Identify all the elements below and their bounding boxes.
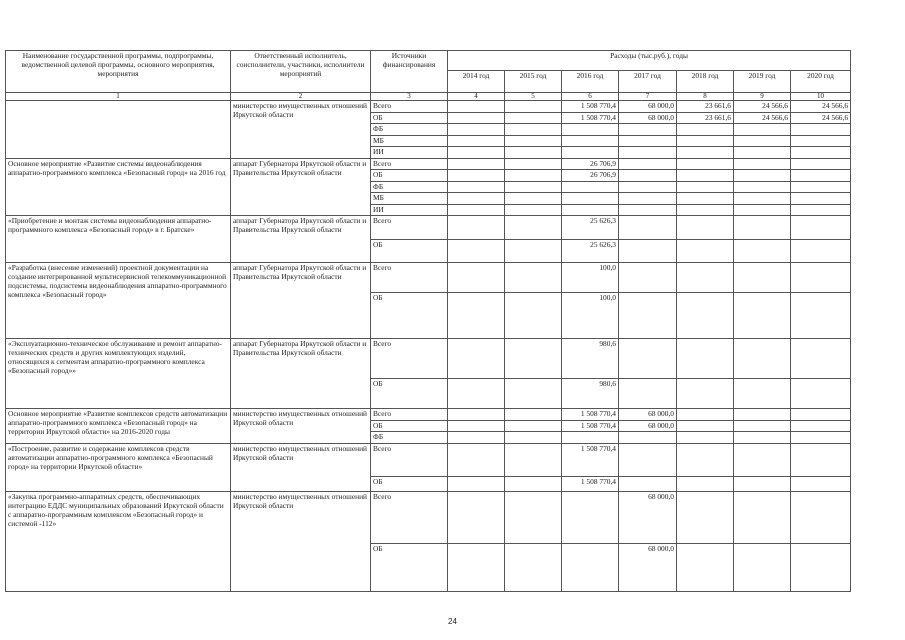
header-year: 2019 год [734,71,791,93]
header-year: 2015 год [505,71,562,93]
expense-value [505,379,562,409]
expense-value [562,181,619,193]
expense-value [448,420,505,432]
expense-value [505,181,562,193]
expense-value [448,379,505,409]
expense-value [505,420,562,432]
expense-value: 25 626,3 [562,240,619,263]
expense-value [677,216,734,240]
expense-value [448,216,505,240]
expense-value [619,476,677,491]
expense-value [448,193,505,205]
expense-value [448,204,505,216]
expense-value [734,476,791,491]
funding-source: ФБ [371,432,448,444]
expense-value [505,135,562,147]
expense-value [677,263,734,293]
expense-value [734,193,791,205]
expense-value: 980,6 [562,379,619,409]
expense-value [677,293,734,339]
expense-value: 24 566,6 [791,112,851,124]
header-year: 2020 год [791,71,851,93]
expense-value [734,147,791,159]
expense-value: 26 706,9 [562,170,619,182]
column-number: 3 [371,93,448,101]
funding-source: ОБ [371,170,448,182]
expense-value [505,112,562,124]
expense-value [734,432,791,444]
executor: аппарат Губернатора Иркутской области и Правительства Иркутской области [231,263,371,339]
activity-name: Основное мероприятие «Развитие комплексов средств автоматизации аппаратно-программного комплекса «Безопасный город» на территории Иркутской области» на 2016-2020 годы [6,409,231,444]
expense-value [791,443,851,476]
expense-value [791,170,851,182]
expense-value [734,443,791,476]
expense-value [791,193,851,205]
expense-value: 26 706,9 [562,158,619,170]
executor: аппарат Губернатора Иркутской области и Правительства Иркутской области [231,339,371,409]
expense-value: 25 626,3 [562,216,619,240]
column-number: 2 [231,93,371,101]
expense-value [791,420,851,432]
activity-name: «Приобретение и монтаж системы видеонаблюдения аппаратно-программного комплекса «Безопасный город» в г. Братске» [6,216,231,263]
expense-value [677,543,734,591]
header-name: Наименование государственной программы, подпрограммы, ведомственной целевой программы, основного мероприятия, мероприятия [6,51,231,93]
expense-value [791,204,851,216]
expense-value [677,420,734,432]
executor: министерство имущественных отношений Иркутской области [231,491,371,591]
expense-value: 68 000,0 [619,491,677,543]
funding-source: МБ [371,135,448,147]
executor: министерство имущественных отношений Иркутской области [231,409,371,444]
expense-value [791,543,851,591]
executor: аппарат Губернатора Иркутской области и Правительства Иркутской области [231,216,371,263]
expense-value [505,409,562,421]
expense-value [619,339,677,379]
expense-value [734,379,791,409]
column-number: 9 [734,93,791,101]
header-year: 2018 год [677,71,734,93]
expense-value [448,101,505,113]
funding-source: ОБ [371,240,448,263]
expense-value [619,181,677,193]
expense-value [619,263,677,293]
expense-value [448,147,505,159]
expense-value [734,216,791,240]
header-executor: Ответственный исполнитель, соисполнители, участники, исполнители мероприятий [231,51,371,93]
table-row [6,491,851,543]
expense-value [562,193,619,205]
expense-value [448,432,505,444]
funding-source: ОБ [371,112,448,124]
funding-source: ОБ [371,476,448,491]
expense-value: 68 000,0 [619,112,677,124]
activity-name: «Построение, развитие и содержание комплексов средств автоматизации аппаратно-программного комплекса «Безопасный город» на территории Иркутской области» [6,443,231,491]
expense-value [791,432,851,444]
expense-value [562,204,619,216]
expense-value [677,147,734,159]
expense-value [505,432,562,444]
expense-value [734,170,791,182]
table-row [6,443,851,476]
expense-value [619,293,677,339]
expense-value [734,204,791,216]
expense-value [448,181,505,193]
table-body [6,101,851,592]
expense-value [734,339,791,379]
expense-value [505,263,562,293]
expense-value [677,181,734,193]
expense-value [562,432,619,444]
expense-value [734,135,791,147]
expense-value [677,193,734,205]
expense-value [791,135,851,147]
expense-value [791,339,851,379]
expense-value [791,263,851,293]
expense-value [448,476,505,491]
expense-value [505,443,562,476]
column-number-row [6,93,851,101]
table-row [6,216,851,240]
expense-value [677,204,734,216]
expense-value: 23 661,6 [677,112,734,124]
activity-name: Основное мероприятие «Развитие системы видеонаблюдения аппаратно-программного комплекса «Безопасный город» на 2016 год [6,158,231,216]
expense-value [791,293,851,339]
expense-value: 100,0 [562,263,619,293]
expense-value [791,491,851,543]
expense-value [562,491,619,543]
expense-value: 1 508 770,4 [562,476,619,491]
funding-source: ИИ [371,147,448,159]
expense-value: 68 000,0 [619,420,677,432]
expense-value [448,170,505,182]
expense-value [677,443,734,476]
expense-value: 1 508 770,4 [562,420,619,432]
funding-source: Всего [371,101,448,113]
executor: министерство имущественных отношений Иркутской области [231,101,371,159]
expense-value [619,443,677,476]
expense-value [448,409,505,421]
expense-value: 980,6 [562,339,619,379]
expense-value [791,476,851,491]
expense-value [677,135,734,147]
expense-value [734,181,791,193]
expense-value [619,216,677,240]
activity-name: «Разработка (внесение изменений) проектной документации на создание интегрированной мультисервисной телекоммуникационной подсистемы, подсистемы видеонаблюдения аппаратно-программного комплекса «Безопасный город» [6,263,231,339]
expense-value [505,101,562,113]
expense-value [619,432,677,444]
table-header [6,51,851,101]
activity-name [6,101,231,159]
executor: министерство имущественных отношений Иркутской области [231,443,371,491]
expense-value [448,158,505,170]
expense-value [791,240,851,263]
activity-name: «Эксплуатационно-техническое обслуживание и ремонт аппаратно-технических средств и других комплектующих изделий, относящихся к сегментам аппаратно-программного комплекса «Безопасный город»» [6,339,231,409]
expense-value [791,216,851,240]
expense-value [505,476,562,491]
expense-value: 24 566,6 [734,112,791,124]
expense-value [677,432,734,444]
funding-source: ОБ [371,543,448,591]
page-number: 24 [448,617,457,626]
table-row [6,101,851,113]
expense-value [619,193,677,205]
expense-value [677,491,734,543]
expense-value [505,293,562,339]
expense-value [619,204,677,216]
header-year: 2016 год [562,71,619,93]
expense-value: 68 000,0 [619,409,677,421]
column-number: 7 [619,93,677,101]
expense-value [734,240,791,263]
funding-source: ОБ [371,293,448,339]
funding-source: ИИ [371,204,448,216]
budget-table [5,50,851,592]
expense-value [791,147,851,159]
funding-source: ФБ [371,124,448,136]
column-number: 1 [6,93,231,101]
funding-source: ОБ [371,420,448,432]
expense-value [505,240,562,263]
expense-value [734,158,791,170]
expense-value [677,240,734,263]
expense-value [619,158,677,170]
expense-value [562,124,619,136]
expense-value: 100,0 [562,293,619,339]
expense-value [677,476,734,491]
expense-value [448,263,505,293]
column-number: 10 [791,93,851,101]
header-year: 2014 год [448,71,505,93]
expense-value [734,420,791,432]
expense-value [791,379,851,409]
column-number: 8 [677,93,734,101]
expense-value [448,491,505,543]
expense-value [619,170,677,182]
expense-value [505,491,562,543]
funding-source: МБ [371,193,448,205]
expense-value: 68 000,0 [619,543,677,591]
column-number: 6 [562,93,619,101]
expense-value: 1 508 770,4 [562,112,619,124]
expense-value [791,124,851,136]
expense-value [791,158,851,170]
expense-value [677,124,734,136]
expense-value [505,216,562,240]
expense-value: 24 566,6 [791,101,851,113]
column-number: 4 [448,93,505,101]
expense-value [734,263,791,293]
funding-source: Всего [371,339,448,379]
expense-value [448,339,505,379]
table-row [6,409,851,421]
expense-value [505,204,562,216]
table-row [6,158,851,170]
expense-value [734,293,791,339]
expense-value [505,543,562,591]
expense-value [505,147,562,159]
expense-value [677,379,734,409]
expense-value [448,124,505,136]
expense-value: 1 508 770,4 [562,101,619,113]
header-source: Источники финансирования [371,51,448,93]
expense-value: 23 661,6 [677,101,734,113]
expense-value [791,409,851,421]
expense-value [734,124,791,136]
table-row [6,263,851,293]
expense-value [562,543,619,591]
funding-source: ФБ [371,181,448,193]
funding-source: Всего [371,409,448,421]
expense-value [505,158,562,170]
expense-value [505,124,562,136]
expense-value [619,124,677,136]
expense-value [448,135,505,147]
expense-value [677,158,734,170]
expense-value: 1 508 770,4 [562,409,619,421]
funding-source: Всего [371,216,448,240]
expense-value [734,491,791,543]
funding-source: Всего [371,263,448,293]
expense-value: 68 000,0 [619,101,677,113]
expense-value [734,543,791,591]
expense-value [619,379,677,409]
expense-value [562,147,619,159]
expense-value [562,135,619,147]
expense-value [448,240,505,263]
expense-value [505,193,562,205]
expense-value: 1 508 770,4 [562,443,619,476]
expense-value [677,409,734,421]
expense-value [448,112,505,124]
expense-value [734,409,791,421]
header-expenses: Расходы (тыс.руб.), годы [448,51,851,71]
expense-value [677,170,734,182]
expense-value [505,339,562,379]
expense-value [448,293,505,339]
expense-value [677,339,734,379]
expense-value [448,443,505,476]
expense-value [448,543,505,591]
funding-source: Всего [371,443,448,476]
executor: аппарат Губернатора Иркутской области и Правительства Иркутской области [231,158,371,216]
funding-source: Всего [371,491,448,543]
activity-name: «Закупка программно-аппаратных средств, обеспечивающих интеграцию ЕДДС муниципальных образований Иркутской области с аппаратно-программным комплексом «Безопасный город» и системой -112» [6,491,231,591]
funding-source: Всего [371,158,448,170]
expense-value: 24 566,6 [734,101,791,113]
column-number: 5 [505,93,562,101]
table-row [6,339,851,379]
expense-value [505,170,562,182]
expense-value [791,181,851,193]
header-year: 2017 год [619,71,677,93]
expense-value [619,240,677,263]
expense-value [619,147,677,159]
expense-value [619,135,677,147]
funding-source: ОБ [371,379,448,409]
